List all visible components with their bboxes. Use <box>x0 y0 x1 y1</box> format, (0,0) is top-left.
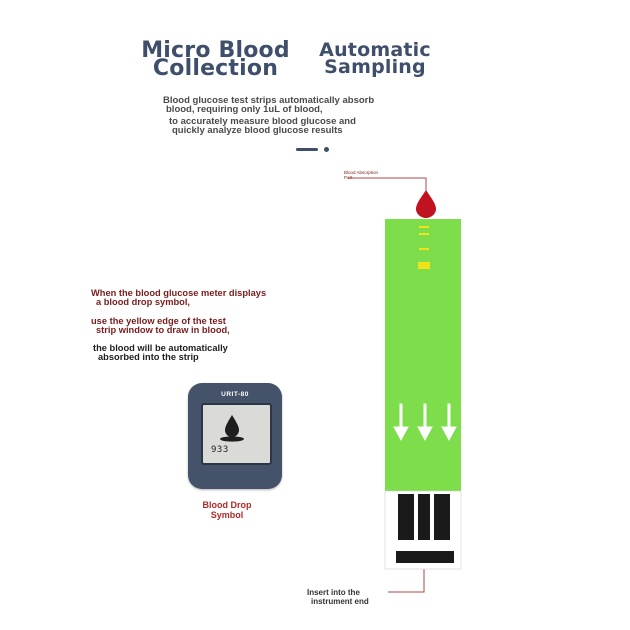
instrument-end-label-line1: Insert into the <box>307 588 360 597</box>
absorption-port-label-line2: Port <box>344 175 353 180</box>
absorption-port-leader-line <box>348 178 426 196</box>
down-arrow-1-shaft <box>400 404 402 428</box>
description-line3: to accurately measure blood glucose and <box>169 116 356 127</box>
callout-line1: Blood Drop <box>202 500 252 510</box>
instruction-p3-line1: the blood will be automatically <box>93 343 228 353</box>
instrument-end-label-line2: instrument end <box>311 597 369 606</box>
electrode-3 <box>434 494 450 540</box>
heading-left-line1: Micro Blood <box>141 38 290 63</box>
strip-green-body <box>385 219 461 491</box>
heading-left-line2: Collection <box>152 56 279 81</box>
instruction-p1-line1: When the blood glucose meter displays <box>91 288 267 298</box>
absorption-port-label <box>344 170 378 180</box>
callout-line2: Symbol <box>210 510 244 520</box>
description-line4: quickly analyze blood glucose results <box>172 125 343 136</box>
instruction-p2-line2: strip window to draw in blood, <box>96 325 230 335</box>
description-line1: Blood glucose test strips automatically absorb <box>163 95 375 106</box>
yellow-edge-mark-3 <box>419 248 429 250</box>
yellow-edge-mark-2 <box>419 233 429 235</box>
down-arrow-2-shaft <box>424 404 426 428</box>
strip-electrodes <box>396 494 454 563</box>
meter-reading: 933 <box>211 445 229 455</box>
instrument-end-label <box>307 588 369 606</box>
absorption-port-label-line1: Blood Absorption <box>344 170 379 175</box>
down-arrow-3-shaft <box>448 404 450 428</box>
electrode-bar <box>396 551 454 563</box>
heading-right-line1: Automatic <box>319 39 431 61</box>
yellow-edge-mark-4 <box>418 262 430 269</box>
meter-model-label: URIT-80 <box>221 391 249 398</box>
yellow-edge-mark-1 <box>419 226 429 228</box>
instruction-p2-line1: use the yellow edge of the test <box>91 316 226 326</box>
instruction-p3-line2: absorbed into the strip <box>98 352 199 362</box>
electrode-1 <box>398 494 414 540</box>
blood-drop-icon <box>416 190 436 218</box>
description-line2: blood, requiring only 1uL of blood, <box>166 104 323 115</box>
heading-right-line2: Sampling <box>324 56 426 78</box>
electrode-2 <box>418 494 430 540</box>
instruction-p1-line2: a blood drop symbol, <box>96 297 191 307</box>
